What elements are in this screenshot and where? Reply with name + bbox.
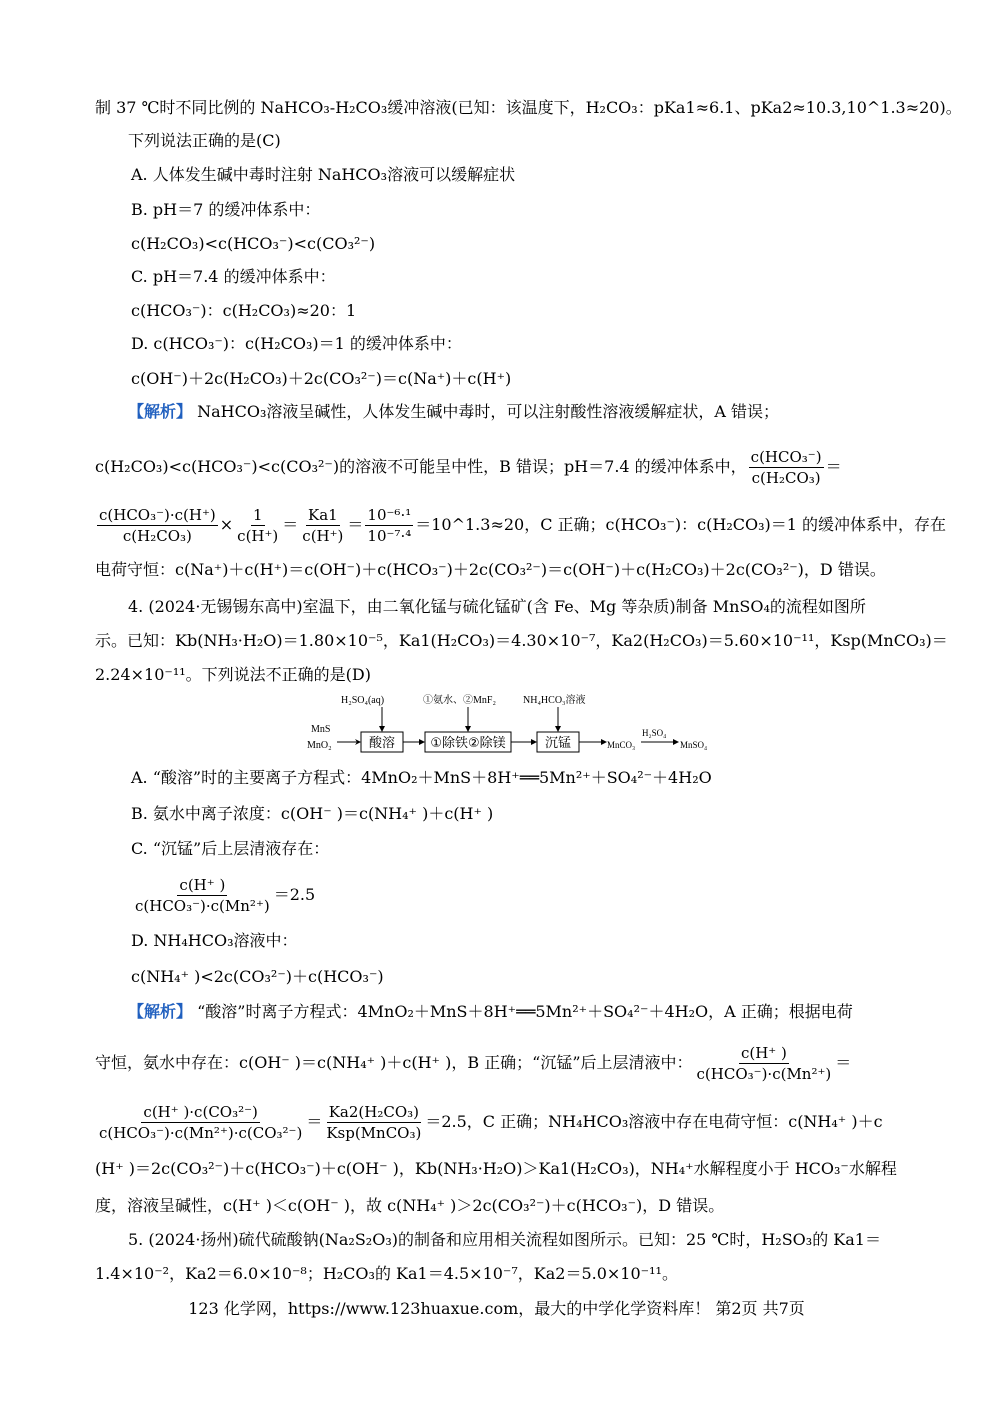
fraction-numerator: 1 — [252, 505, 263, 524]
option-a: A. 人体发生碱中毒时注射 NaHCO₃溶液可以缓解症状 — [131, 165, 516, 184]
option-c-formula — [131, 873, 936, 917]
analysis-line — [128, 1001, 933, 1023]
times-sign: × — [219, 515, 234, 534]
arrow-head — [555, 726, 561, 732]
process-box-label: 沉锰 — [544, 736, 572, 751]
question-stem: 下列说法正确的是(C) — [128, 131, 281, 150]
fraction-numerator: c(H⁺ ) — [740, 1043, 787, 1062]
analysis-text: c(H₂CO₃)<c(HCO₃⁻)<c(CO₃²⁻)的溶液不可能呈中性，B 错误；pH＝7.4 的缓冲体系中， — [95, 457, 747, 476]
option-b: B. pH＝7 的缓冲体系中： — [131, 200, 321, 219]
equals-sign: ＝ — [282, 515, 299, 534]
text-line: 制 37 ℃时不同比例的 NaHCO₃-H₂CO₃缓冲溶液(已知：该温度下，H₂CO₃：pKa1≈6.1、pKa2≈10.3,10^1.3≈20)。 — [95, 98, 962, 117]
analysis-line: 度，溶液呈碱性，c(H⁺ )＜c(OH⁻ )，故 c(NH₄⁺ )＞2c(CO₃²⁻)＋c(HCO₃⁻)，D 错误。 — [95, 1196, 725, 1215]
question-4-line: 4. (2024·无锡锡东高中)室温下，由二氧化锰与硫化锰矿(含 Fe、Mg 等杂质)制备 MnSO₄的流程如图所 — [128, 597, 866, 616]
fraction — [300, 505, 345, 546]
fraction — [324, 1102, 423, 1143]
fraction — [97, 1102, 304, 1143]
process-box-label: 酸溶 — [368, 736, 396, 751]
fraction-denominator: c(HCO₃⁻)·c(Mn²⁺) — [135, 896, 270, 915]
fraction-denominator: c(H⁺) — [237, 526, 279, 545]
option-b-formula: c(H₂CO₃)<c(HCO₃⁻)<c(CO₃²⁻) — [131, 234, 376, 253]
formula-tail: ＝2.5 — [273, 885, 316, 904]
fraction-numerator: Ka1 — [308, 505, 338, 524]
product-label: MnCO₃ — [607, 740, 636, 750]
input-label: MnS — [311, 724, 331, 735]
question-4-line: 示。已知：Kb(NH₃·H₂O)＝1.80×10⁻⁵，Ka1(H₂CO₃)＝4.30×10⁻⁷，Ka2(H₂CO₃)＝5.60×10⁻¹¹，Ksp(MnCO₃)＝ — [95, 631, 948, 650]
analysis-line — [95, 1041, 900, 1085]
page-footer: 123 化学网，https://www.123huaxue.com，最大的中学化学资料库！ 第2页 共7页 — [188, 1299, 805, 1318]
fraction — [133, 875, 272, 916]
analysis-line: 电荷守恒：c(Na⁺)＋c(H⁺)＝c(OH⁻)＋c(HCO₃⁻)＋2c(CO₃²⁻)＝c(OH⁻)＋c(H₂CO₃)＋2c(CO₃²⁻)，D 错误。 — [95, 560, 886, 579]
option-c-formula: c(HCO₃⁻)：c(H₂CO₃)≈20：1 — [131, 301, 357, 320]
reagent-label: ①氨水、②MnF₂ — [423, 695, 496, 706]
fraction-denominator: c(H⁺) — [302, 526, 344, 545]
option-a: A. “酸溶”时的主要离子方程式：4MnO₂＋MnS＋8H⁺══5Mn²⁺＋SO₄²⁻＋4H₂O — [131, 768, 712, 787]
fraction-denominator: 10⁻⁷·⁴ — [367, 526, 412, 545]
question-4-line: 2.24×10⁻¹¹。下列说法不正确的是(D) — [95, 665, 371, 684]
analysis-text: 守恒，氨水中存在：c(OH⁻ )＝c(NH₄⁺ )＋c(H⁺ )，B 正确；“沉锰”后上层清液中： — [95, 1053, 693, 1072]
arrow-head — [673, 739, 679, 745]
analysis-tag: 【解析】 — [128, 402, 193, 421]
fraction — [235, 505, 280, 546]
equals-sign: ＝ — [347, 515, 364, 534]
equals-sign: ＝ — [835, 1053, 852, 1072]
fraction-denominator: Ksp(MnCO₃) — [326, 1123, 422, 1142]
reagent-label: H₂SO₄(aq) — [341, 695, 385, 706]
option-b: B. 氨水中离子浓度：c(OH⁻ )＝c(NH₄⁺ )＋c(H⁺ ) — [131, 804, 494, 823]
fraction-numerator: Ka2(H₂CO₃) — [328, 1102, 419, 1121]
option-c: C. pH＝7.4 的缓冲体系中： — [131, 267, 336, 286]
arrow-head — [419, 739, 425, 745]
option-d-formula: c(OH⁻)＋2c(H₂CO₃)＋2c(CO₃²⁻)＝c(Na⁺)＋c(H⁺) — [131, 369, 512, 388]
option-c: C. “沉锰”后上层清液存在： — [131, 839, 330, 858]
fraction-denominator: c(HCO₃⁻)·c(Mn²⁺)·c(CO₃²⁻) — [99, 1123, 303, 1142]
input-label: MnO₂ — [307, 740, 332, 751]
fraction-denominator: c(HCO₃⁻)·c(Mn²⁺) — [696, 1064, 832, 1083]
analysis-line — [128, 401, 933, 423]
question-5-line: 5. (2024·扬州)硫代硫酸钠(Na₂S₂O₃)的制备和应用相关流程如图所示。已知：25 ℃时，H₂SO₃的 Ka1＝ — [128, 1230, 881, 1249]
fraction-numerator: c(HCO₃⁻) — [750, 447, 822, 466]
analysis-line — [95, 445, 900, 489]
option-d: D. NH₄HCO₃溶液中： — [131, 931, 298, 950]
analysis-line: (H⁺ )＝2c(CO₃²⁻)＋c(HCO₃⁻)＋c(OH⁻ )，Kb(NH₃·H₂O)＞Ka1(H₂CO₃)，NH₄⁺水解程度小于 HCO₃⁻水解程 — [95, 1159, 897, 1178]
equals-sign: ＝ — [825, 457, 842, 476]
arrow-head — [465, 726, 471, 732]
reagent-label: NH₄HCO₃溶液 — [523, 695, 586, 706]
fraction — [695, 1043, 834, 1084]
arrow-label: H₂SO₄ — [642, 728, 667, 738]
question-5-line: 1.4×10⁻²，Ka2＝6.0×10⁻⁸；H₂CO₃的 Ka1＝4.5×10⁻⁷，Ka2＝5.0×10⁻¹¹。 — [95, 1264, 678, 1283]
fraction-numerator: c(H⁺ )·c(CO₃²⁻) — [143, 1102, 258, 1121]
analysis-line — [95, 1100, 900, 1144]
analysis-line — [95, 503, 947, 547]
process-box-label: ①除铁②除镁 — [430, 736, 506, 751]
fraction-numerator: c(HCO₃⁻)·c(H⁺) — [99, 505, 216, 524]
equals-sign: ＝ — [306, 1112, 323, 1131]
arrow-head — [531, 739, 537, 745]
analysis-text: NaHCO₃溶液呈碱性，人体发生碱中毒时，可以注射酸性溶液缓解症状，A 错误； — [197, 402, 780, 421]
product-label: MnSO₄ — [680, 740, 708, 750]
fraction — [749, 447, 824, 488]
process-flow-diagram — [305, 692, 735, 754]
fraction-numerator: 10⁻⁶·¹ — [367, 505, 412, 524]
fraction-denominator: c(H₂CO₃) — [751, 468, 821, 487]
fraction — [365, 505, 413, 546]
option-d: D. c(HCO₃⁻)：c(H₂CO₃)＝1 的缓冲体系中： — [131, 334, 462, 353]
analysis-tag: 【解析】 — [128, 1002, 193, 1021]
analysis-text: ＝2.5，C 正确；NH₄HCO₃溶液中存在电荷守恒：c(NH₄⁺ )＋c — [425, 1112, 883, 1131]
fraction-denominator: c(H₂CO₃) — [122, 526, 192, 545]
analysis-text: ＝10^1.3≈20，C 正确；c(HCO₃⁻)：c(H₂CO₃)＝1 的缓冲体系中，存在 — [415, 515, 947, 534]
fraction — [97, 505, 218, 546]
option-d-formula: c(NH₄⁺ )<2c(CO₃²⁻)＋c(HCO₃⁻) — [131, 967, 384, 986]
fraction-numerator: c(H⁺ ) — [179, 875, 226, 894]
arrow-head — [379, 726, 385, 732]
analysis-text: “酸溶”时离子方程式：4MnO₂＋MnS＋8H⁺══5Mn²⁺＋SO₄²⁻＋4H₂O，A 正确；根据电荷 — [197, 1002, 853, 1021]
